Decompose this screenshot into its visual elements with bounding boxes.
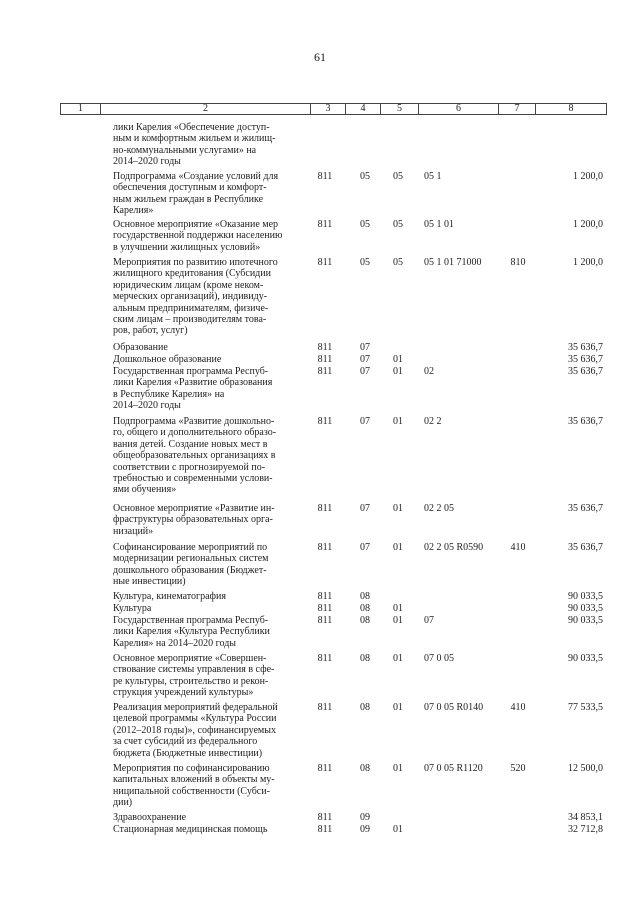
row-col-6: 07 0 05 R1120: [424, 763, 483, 774]
row-col-4: 05: [360, 219, 370, 230]
row-col-6: 02 2 05 R0590: [424, 542, 484, 553]
row-col-4: 08: [360, 603, 370, 614]
row-col-4: 08: [360, 763, 370, 774]
row-col-5: 01: [393, 824, 403, 835]
row-col-5: 01: [393, 366, 403, 377]
header-col-4: 4: [360, 103, 366, 114]
header-col-5: 5: [397, 103, 402, 114]
row-col-3: 811: [317, 542, 333, 553]
row-col-4: 05: [360, 257, 370, 268]
row-col-8: 1 200,0: [573, 219, 603, 230]
row-col-5: 05: [393, 171, 403, 182]
row-col-7: 810: [510, 257, 526, 268]
row-col-8: 90 033,5: [568, 603, 603, 614]
row-col-6: 02 2 05: [424, 503, 454, 514]
row-col-6: 02 2: [424, 416, 442, 427]
row-col-3: 811: [317, 366, 333, 377]
header-col-6: 6: [456, 103, 461, 114]
row-name: Софинансирование мероприятий по модернизации региональных систем дошкольного образования (Бюджет- ные инвестиции): [113, 542, 269, 588]
row-name: Культура: [113, 603, 152, 614]
row-col-8: 35 636,7: [568, 503, 603, 514]
row-col-3: 811: [317, 603, 333, 614]
row-col-4: 07: [360, 416, 370, 427]
row-name: Мероприятия по софинансированию капитальных вложений в объекты му- ниципальной собственности (Субси- дии): [113, 763, 275, 809]
row-col-4: 08: [360, 702, 370, 713]
page-number: 61: [314, 50, 326, 64]
table-header: [0, 103, 640, 116]
row-name: Дошкольное образование: [113, 354, 222, 365]
row-col-3: 811: [317, 416, 333, 427]
row-col-8: 1 200,0: [573, 257, 603, 268]
row-name: Подпрограмма «Создание условий для обеспечения доступным и комфорт- ным жильем граждан в Республике Карелия»: [113, 171, 279, 217]
row-col-3: 811: [317, 591, 333, 602]
row-col-8: 1 200,0: [573, 171, 603, 182]
row-col-5: 05: [393, 257, 403, 268]
row-name: Государственная программа Респуб- лики Карелия «Развитие образования в Республике Карелия» на 2014–2020 годы: [113, 366, 273, 412]
row-col-8: 35 636,7: [568, 342, 603, 353]
row-col-3: 811: [317, 342, 333, 353]
row-col-4: 09: [360, 812, 370, 823]
row-col-4: 09: [360, 824, 370, 835]
row-col-5: 01: [393, 542, 403, 553]
row-col-6: 05 1 01: [424, 219, 454, 230]
header-col-1: 1: [78, 103, 83, 114]
row-name: Образование: [113, 342, 168, 353]
row-col-4: 08: [360, 615, 370, 626]
row-col-5: 01: [393, 503, 403, 514]
row-col-8: 34 853,1: [568, 812, 603, 823]
row-name: Здравоохранение: [113, 812, 187, 823]
row-col-8: 35 636,7: [568, 416, 603, 427]
row-col-4: 07: [360, 342, 370, 353]
row-col-3: 811: [317, 171, 333, 182]
row-col-6: 07: [424, 615, 434, 626]
row-name: Мероприятия по развитию ипотечного жилищного кредитования (Субсидии юридическим лицам (кроме неком- мерческих организаций), индивиду- альным предпринимателям, физиче- ским лицам – производителям това- ров, работ, услуг): [113, 257, 278, 337]
row-col-3: 811: [317, 257, 333, 268]
row-col-8: 90 033,5: [568, 615, 603, 626]
row-col-5: 01: [393, 702, 403, 713]
row-name: лики Карелия «Обеспечение доступ- ным и комфортным жильем и жилищ- но-коммунальными услугами» на 2014–2020 годы: [113, 122, 276, 168]
row-col-6: 07 0 05 R0140: [424, 702, 484, 713]
row-col-5: 05: [393, 219, 403, 230]
row-col-4: 07: [360, 366, 370, 377]
row-col-6: 07 0 05: [424, 653, 454, 664]
row-col-6: 02: [424, 366, 434, 377]
row-col-8: 90 033,5: [568, 653, 603, 664]
row-col-4: 08: [360, 653, 370, 664]
row-col-5: 01: [393, 416, 403, 427]
row-name: Основное мероприятие «Оказание мер государственной поддержки населению в улучшении жилищных условий»: [113, 219, 283, 253]
row-name: Основное мероприятие «Совершен- ствование системы управления в сфе- ре культуры, строительство и рекон- струкция учреждений культуры»: [113, 653, 275, 699]
row-col-3: 811: [317, 702, 333, 713]
row-col-8: 77 533,5: [568, 702, 603, 713]
row-col-6: 05 1 01 71000: [424, 257, 482, 268]
row-col-4: 07: [360, 354, 370, 365]
header-col-8: 8: [568, 103, 574, 114]
row-col-3: 811: [317, 615, 333, 626]
row-name: Стационарная медицинская помощь: [113, 824, 268, 835]
header-col-3: 3: [325, 103, 331, 114]
row-col-7: 410: [510, 542, 526, 553]
row-col-5: 01: [393, 615, 403, 626]
row-col-8: 32 712,8: [568, 824, 603, 835]
row-col-8: 35 636,7: [568, 542, 603, 553]
row-col-3: 811: [317, 653, 333, 664]
row-col-5: 01: [393, 653, 403, 664]
row-name: Культура, кинематография: [113, 591, 226, 602]
row-col-4: 07: [360, 542, 370, 553]
row-col-3: 811: [317, 812, 333, 823]
row-col-3: 811: [317, 219, 333, 230]
row-col-3: 811: [317, 503, 333, 514]
row-col-8: 12 500,0: [568, 763, 603, 774]
row-col-4: 07: [360, 503, 370, 514]
row-col-5: 01: [393, 603, 403, 614]
row-col-3: 811: [317, 763, 333, 774]
row-col-5: 01: [393, 354, 403, 365]
row-name: Подпрограмма «Развитие дошкольно- го, общего и дополнительного образо- вания детей. Создание новых мест в общеобразовательных организациях в соответствии с прогнозируемой по- требностью и современными услови- ями обучения»: [113, 416, 277, 496]
row-col-3: 811: [317, 824, 333, 835]
row-col-8: 35 636,7: [568, 354, 603, 365]
row-col-8: 90 033,5: [568, 591, 603, 602]
header-col-7: 7: [514, 103, 520, 114]
row-col-5: 01: [393, 763, 403, 774]
row-col-3: 811: [317, 354, 333, 365]
row-col-4: 08: [360, 591, 370, 602]
row-name: Государственная программа Респуб- лики Карелия «Культура Республики Карелия» на 2014–2020 годы: [113, 615, 270, 649]
row-col-7: 410: [510, 702, 526, 713]
row-col-4: 05: [360, 171, 370, 182]
row-col-6: 05 1: [424, 171, 442, 182]
row-col-8: 35 636,7: [568, 366, 603, 377]
row-name: Основное мероприятие «Развитие ин- фраструктуры образовательных орга- низаций»: [113, 503, 275, 537]
header-col-2: 2: [203, 103, 208, 114]
row-col-7: 520: [510, 763, 526, 774]
row-name: Реализация мероприятий федеральной целевой программы «Культура России (2012–2018 годы)», софинансируемых за счет субсидий из федерального бюджета (Бюджетные инвестиции): [113, 702, 278, 759]
